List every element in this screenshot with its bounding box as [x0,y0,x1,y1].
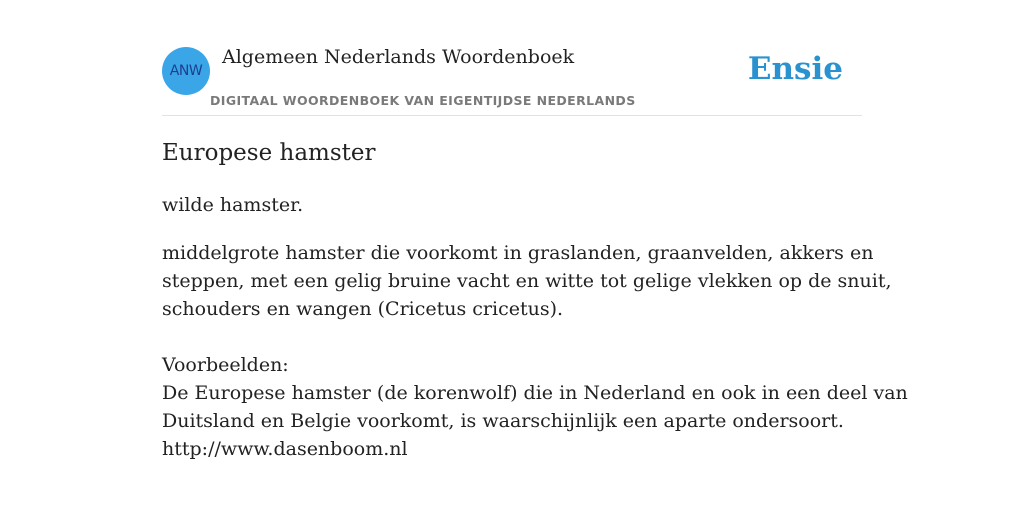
paragraph-spacer [162,323,862,351]
page [162,0,908,512]
short-definition: wilde hamster. [162,194,304,216]
example-line: Duitsland en Belgie voorkomt, is waarschijnlijk een aparte ondersoort. [162,410,844,432]
site-header [162,0,862,116]
example-line: De Europese hamster (de korenwolf) die in Nederland en ook in een deel van [162,382,908,404]
definition-line: schouders en wangen (Cricetus cricetus). [162,298,564,320]
entry-title: Europese hamster [162,140,376,166]
source-url: http://www.dasenboom.nl [162,438,408,460]
site-subtitle: DIGITAAL WOORDENBOEK VAN EIGENTIJDSE NEDERLANDS [210,93,636,108]
ensie-logo[interactable]: Ensie [747,51,843,87]
site-title[interactable]: Algemeen Nederlands Woordenboek [222,46,575,68]
definition-line: middelgrote hamster die voorkomt in graslanden, graanvelden, akkers en [162,242,874,264]
entry-body [162,239,908,463]
anw-logo[interactable]: ANW [162,47,210,95]
definition-line: steppen, met een gelig bruine vacht en witte tot gelige vlekken op de snuit, [162,270,892,292]
examples-label: Voorbeelden: [162,354,289,376]
